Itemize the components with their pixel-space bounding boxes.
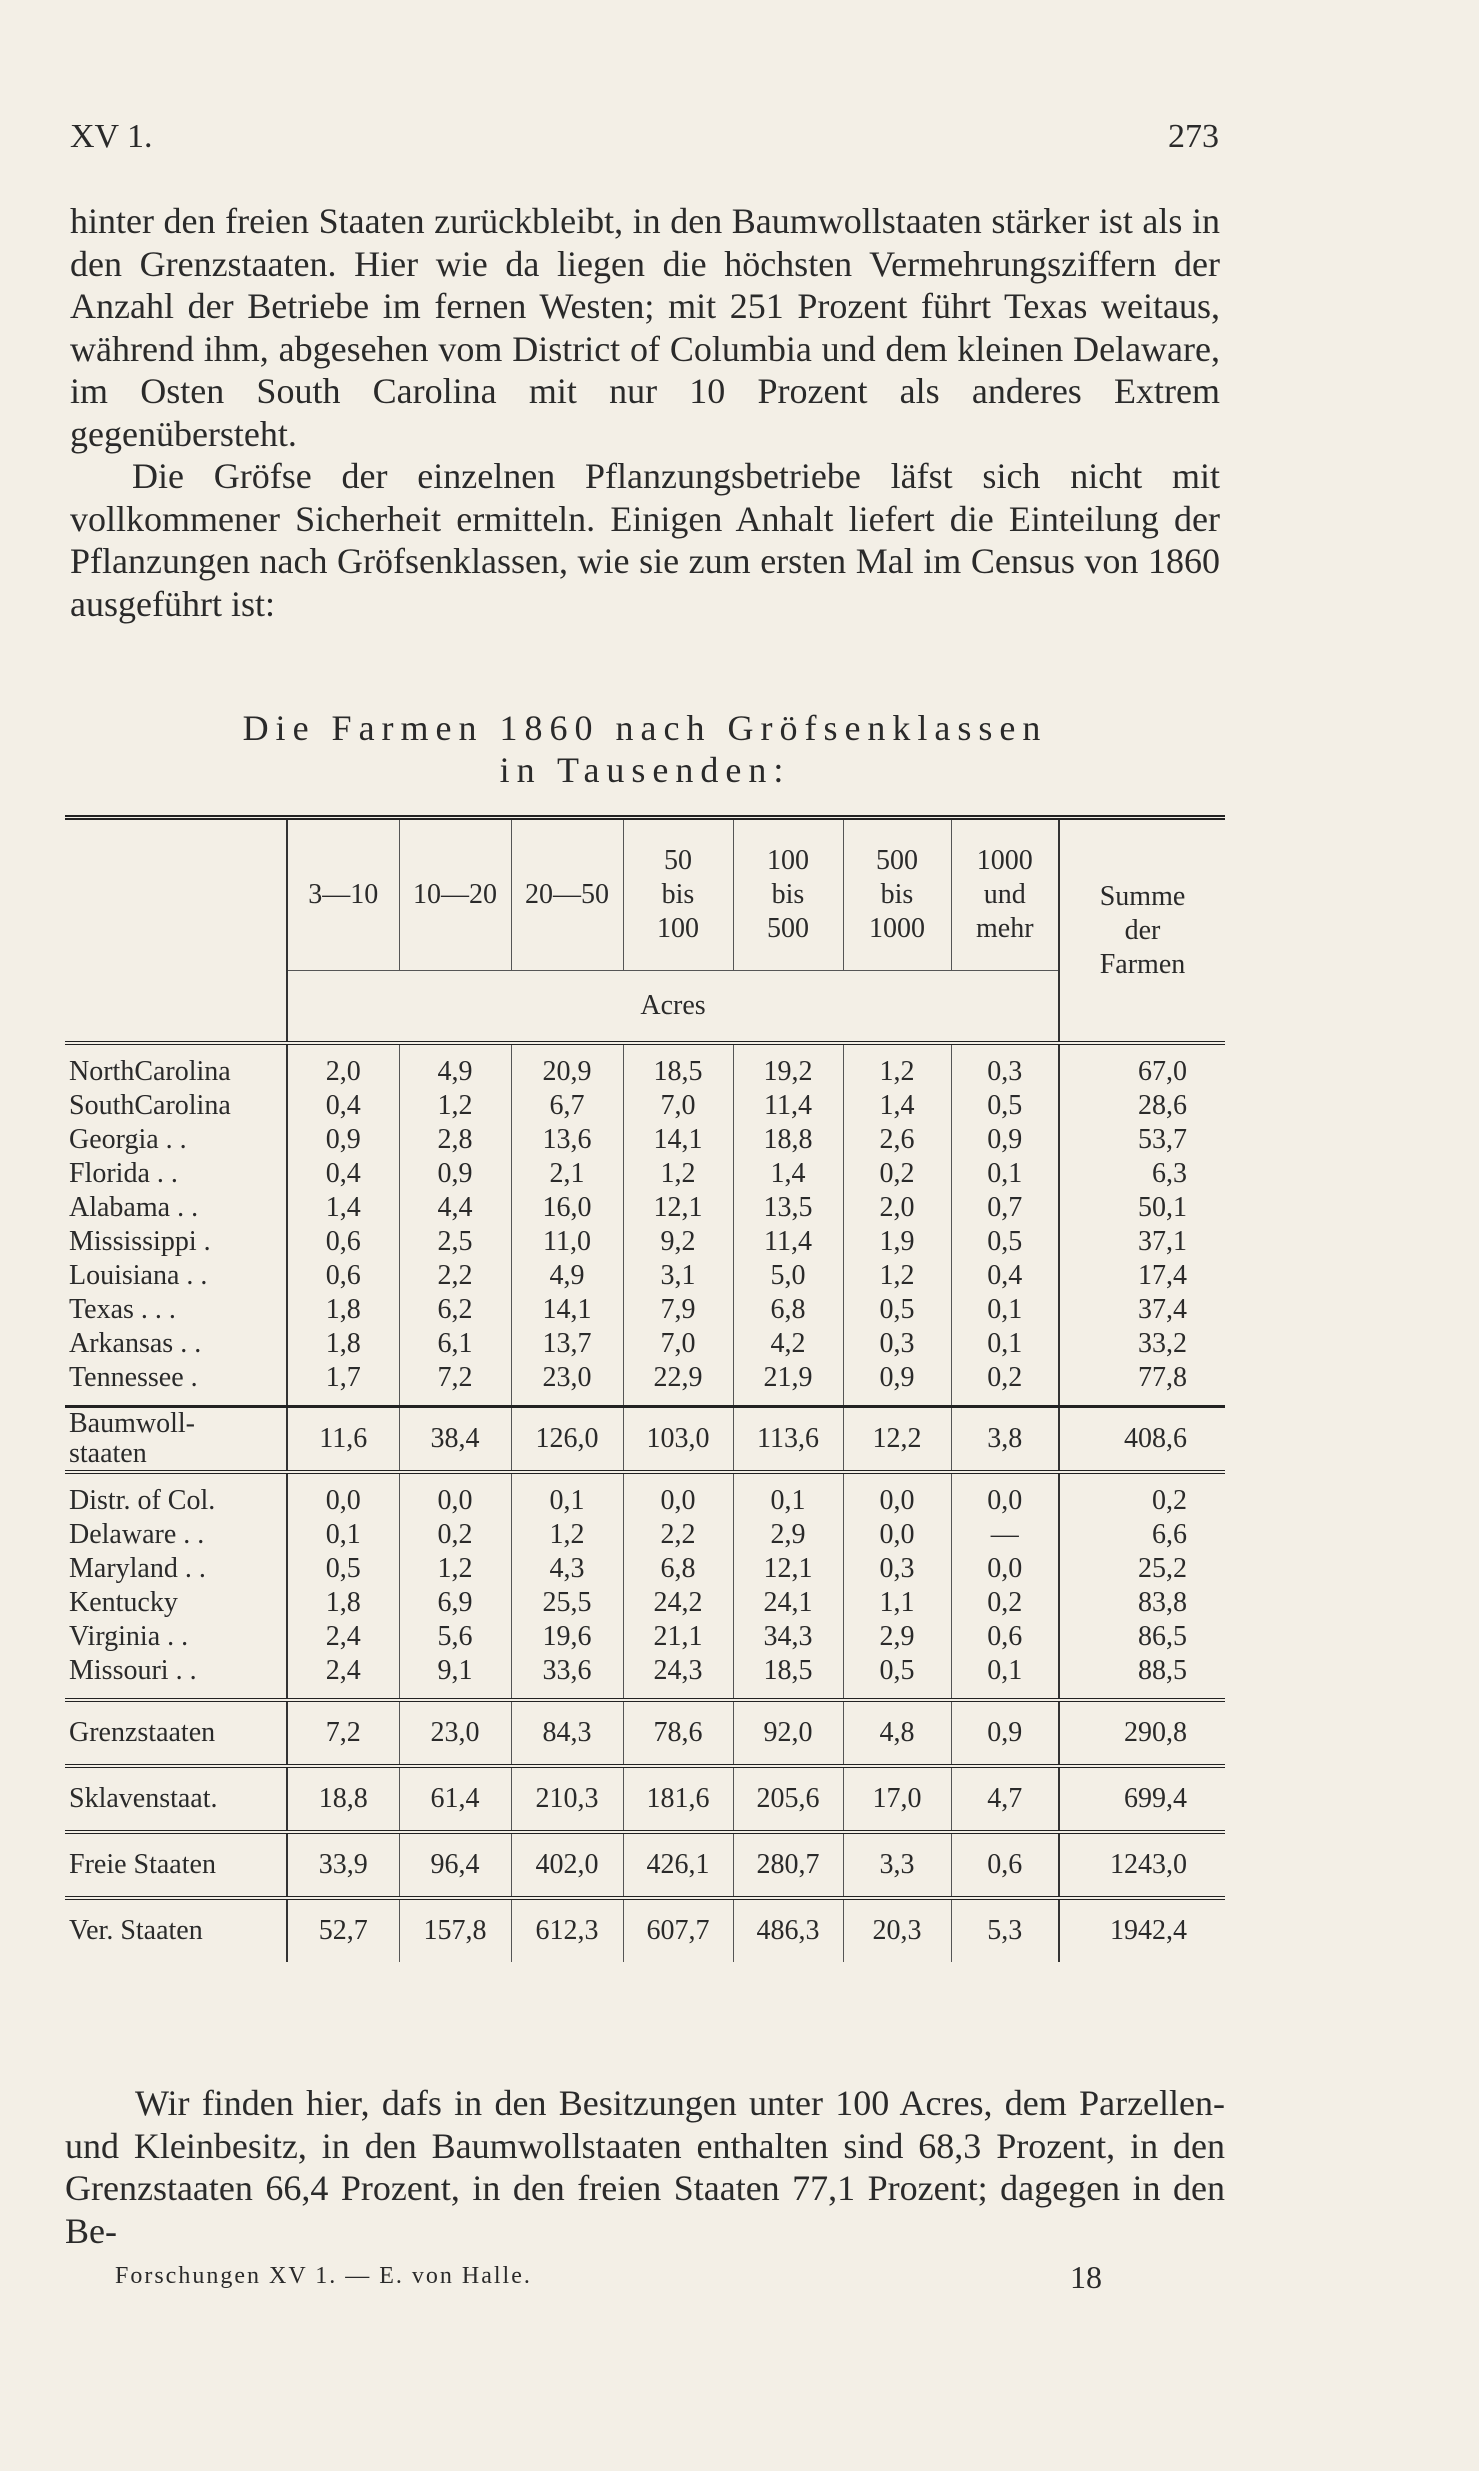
value-cell: 4,9	[399, 1055, 511, 1089]
table-row	[65, 1293, 1225, 1327]
value-cell: 4,9	[511, 1259, 623, 1293]
value-cell: 1,1	[843, 1586, 951, 1620]
value-cell: 7,0	[623, 1089, 733, 1123]
total-row	[65, 1700, 1225, 1766]
value-cell: 612,3	[511, 1898, 623, 1962]
signature-mark: 18	[1070, 2259, 1102, 2295]
value-cell: 3,1	[623, 1259, 733, 1293]
value-cell: 4,2	[733, 1327, 843, 1361]
row-label: Maryland . .	[69, 1553, 206, 1584]
header-corner	[65, 820, 287, 1043]
value-cell: 9,1	[399, 1654, 511, 1688]
summary-totals	[65, 1700, 1225, 1962]
row-label: NorthCarolina	[69, 1056, 231, 1087]
sum-cell: 53,7	[1059, 1123, 1225, 1157]
value-cell: 92,0	[733, 1700, 843, 1766]
value-cell: 5,0	[733, 1259, 843, 1293]
row-label: Ver. Staaten	[65, 1898, 287, 1962]
cotton-states-total	[65, 1407, 1225, 1473]
border-states-rows	[65, 1472, 1225, 1700]
value-cell: 1,2	[399, 1089, 511, 1123]
total-row	[65, 1898, 1225, 1962]
value-cell: 6,8	[733, 1293, 843, 1327]
value-cell: 0,1	[951, 1293, 1059, 1327]
table-title	[70, 707, 1220, 791]
row-label: Louisiana . .	[69, 1260, 208, 1291]
cotton-states-rows	[65, 1045, 1225, 1407]
sum-cell: 1243,0	[1059, 1832, 1225, 1898]
value-cell: 0,6	[287, 1225, 399, 1259]
value-cell: 0,5	[843, 1293, 951, 1327]
value-cell: 0,0	[399, 1484, 511, 1518]
value-cell: 7,0	[623, 1327, 733, 1361]
value-cell: 2,2	[623, 1518, 733, 1552]
value-cell: 1,8	[287, 1586, 399, 1620]
value-cell: 17,0	[843, 1766, 951, 1832]
col-header-3: 20—50	[511, 820, 623, 971]
table-row	[65, 1157, 1225, 1191]
value-cell: 1,4	[287, 1191, 399, 1225]
value-cell: 0,4	[951, 1259, 1059, 1293]
sum-cell: 37,4	[1059, 1293, 1225, 1327]
value-cell: 2,0	[287, 1055, 399, 1089]
value-cell: 0,9	[287, 1123, 399, 1157]
value-cell: 23,0	[511, 1361, 623, 1395]
value-cell: 280,7	[733, 1832, 843, 1898]
outro-text	[65, 2082, 1225, 2252]
value-cell: 0,0	[951, 1484, 1059, 1518]
value-cell: 20,9	[511, 1055, 623, 1089]
value-cell: 12,1	[623, 1191, 733, 1225]
value-cell: 426,1	[623, 1832, 733, 1898]
value-cell: 0,6	[951, 1620, 1059, 1654]
sum-cell: 33,2	[1059, 1327, 1225, 1361]
footer-text: Forschungen XV 1. — E. von Halle.	[115, 2263, 532, 2289]
value-cell: 6,2	[399, 1293, 511, 1327]
intro-paragraph-1: hinter den freien Staaten zurückbleibt, in den Baumwollstaaten stärker ist als in den Grenzstaaten. Hier wie da liegen die höchsten Vermehrungsziffern der Anzahl der Betriebe im fernen Westen; mit 251 Prozent führt Texas weitaus, während ihm, abgesehen vom District of Columbia und dem kleinen Delaware, im Osten South Carolina mit nur 10 Prozent als anderes Extrem gegenübersteht.	[70, 201, 1220, 454]
value-cell: 0,4	[287, 1157, 399, 1191]
value-cell: 1,4	[843, 1089, 951, 1123]
value-cell: 0,0	[287, 1484, 399, 1518]
intro-text	[70, 200, 1220, 625]
value-cell: 12,1	[733, 1552, 843, 1586]
row-label: SouthCarolina	[69, 1090, 231, 1121]
value-cell: 2,8	[399, 1123, 511, 1157]
value-cell: 20,3	[843, 1898, 951, 1962]
value-cell: 0,0	[843, 1518, 951, 1552]
value-cell: 205,6	[733, 1766, 843, 1832]
sum-cell: 408,6	[1059, 1407, 1225, 1473]
row-label: Grenzstaaten	[65, 1700, 287, 1766]
row-label: Arkansas . .	[69, 1328, 202, 1359]
row-label: Georgia . .	[69, 1124, 187, 1155]
table-row	[65, 1225, 1225, 1259]
outro-paragraph: Wir finden hier, dafs in den Besitzungen unter 100 Acres, dem Parzellen- und Kleinbesitz, in den Baumwollstaaten enthalten sind 68,3 Prozent, in den Grenzstaaten 66,4 Prozent, in den freien Staaten 77,1 Prozent; dagegen in den Be-	[65, 2083, 1225, 2251]
value-cell: 78,6	[623, 1700, 733, 1766]
table-row	[65, 1123, 1225, 1157]
value-cell: 2,1	[511, 1157, 623, 1191]
value-cell: 0,5	[287, 1552, 399, 1586]
page-number: 273	[1168, 118, 1219, 155]
row-label: Virginia . .	[69, 1621, 189, 1652]
row-label: Texas . . .	[69, 1294, 176, 1325]
value-cell: 3,8	[951, 1407, 1059, 1473]
sum-cell: 6,6	[1059, 1518, 1225, 1552]
value-cell: 0,2	[399, 1518, 511, 1552]
sum-cell: 6,3	[1059, 1157, 1225, 1191]
table-row	[65, 1327, 1225, 1361]
table-title-line-1: Die Farmen 1860 nach Gröfsenklassen	[242, 708, 1048, 748]
value-cell: 38,4	[399, 1407, 511, 1473]
value-cell: 1,8	[287, 1327, 399, 1361]
table-row	[65, 1259, 1225, 1293]
value-cell: 13,7	[511, 1327, 623, 1361]
header-section: XV 1.	[70, 118, 153, 155]
value-cell: 210,3	[511, 1766, 623, 1832]
sum-cell: 77,8	[1059, 1361, 1225, 1395]
value-cell: 14,1	[623, 1123, 733, 1157]
col-header-2: 10—20	[399, 820, 511, 971]
table-row	[65, 1089, 1225, 1123]
value-cell: 0,0	[951, 1552, 1059, 1586]
value-cell: 11,0	[511, 1225, 623, 1259]
value-cell: 1,2	[623, 1157, 733, 1191]
value-cell: 4,8	[843, 1700, 951, 1766]
sum-cell: 0,2	[1059, 1484, 1225, 1518]
sum-cell: 699,4	[1059, 1766, 1225, 1832]
value-cell: 0,3	[843, 1327, 951, 1361]
table-row	[65, 1518, 1225, 1552]
col-header-1: 3—10	[287, 820, 399, 971]
value-cell: 0,3	[951, 1055, 1059, 1089]
value-cell: 0,9	[399, 1157, 511, 1191]
value-cell: 11,6	[287, 1407, 399, 1473]
value-cell: 2,4	[287, 1620, 399, 1654]
value-cell: 18,8	[287, 1766, 399, 1832]
col-header-5: 100 bis 500	[733, 820, 843, 971]
value-cell: 1,2	[511, 1518, 623, 1552]
value-cell: 24,3	[623, 1654, 733, 1688]
table-row	[65, 1654, 1225, 1688]
value-cell: 1,9	[843, 1225, 951, 1259]
table-row	[65, 1191, 1225, 1225]
total-row	[65, 1832, 1225, 1898]
sum-cell: 290,8	[1059, 1700, 1225, 1766]
value-cell: 2,9	[733, 1518, 843, 1552]
value-cell: 9,2	[623, 1225, 733, 1259]
value-cell: 12,2	[843, 1407, 951, 1473]
sum-cell: 50,1	[1059, 1191, 1225, 1225]
value-cell: 2,0	[843, 1191, 951, 1225]
sum-cell: 28,6	[1059, 1089, 1225, 1123]
value-cell: 1,2	[843, 1055, 951, 1089]
value-cell: 402,0	[511, 1832, 623, 1898]
value-cell: 6,1	[399, 1327, 511, 1361]
value-cell: 4,7	[951, 1766, 1059, 1832]
value-cell: 6,9	[399, 1586, 511, 1620]
value-cell: 486,3	[733, 1898, 843, 1962]
value-cell: 24,2	[623, 1586, 733, 1620]
sum-cell: 83,8	[1059, 1586, 1225, 1620]
value-cell: 21,9	[733, 1361, 843, 1395]
row-label: Florida . .	[69, 1158, 178, 1189]
sum-cell: 67,0	[1059, 1055, 1225, 1089]
value-cell: 0,9	[951, 1123, 1059, 1157]
value-cell: 24,1	[733, 1586, 843, 1620]
table-row	[65, 1586, 1225, 1620]
sum-cell: 17,4	[1059, 1259, 1225, 1293]
farm-size-table	[65, 815, 1225, 1962]
row-label: Tennessee .	[69, 1362, 198, 1393]
value-cell: 1,8	[287, 1293, 399, 1327]
value-cell: 4,4	[399, 1191, 511, 1225]
value-cell: 2,9	[843, 1620, 951, 1654]
value-cell: 0,1	[951, 1327, 1059, 1361]
value-cell: 0,1	[287, 1518, 399, 1552]
table-row	[65, 1484, 1225, 1518]
value-cell: 0,5	[951, 1225, 1059, 1259]
value-cell: 2,4	[287, 1654, 399, 1688]
value-cell: 126,0	[511, 1407, 623, 1473]
footer	[115, 2259, 1115, 2295]
value-cell: 16,0	[511, 1191, 623, 1225]
value-cell: 2,5	[399, 1225, 511, 1259]
value-cell: 14,1	[511, 1293, 623, 1327]
value-cell: 18,5	[623, 1055, 733, 1089]
value-cell: 3,3	[843, 1832, 951, 1898]
table-row	[65, 1552, 1225, 1586]
value-cell: 0,2	[951, 1361, 1059, 1395]
row-label: Delaware . .	[69, 1519, 205, 1550]
value-cell: 0,9	[843, 1361, 951, 1395]
table-title-line-2: in Tausenden:	[499, 750, 791, 790]
value-cell: 0,7	[951, 1191, 1059, 1225]
sum-cell: 25,2	[1059, 1552, 1225, 1586]
value-cell: 11,4	[733, 1089, 843, 1123]
value-cell: 6,8	[623, 1552, 733, 1586]
value-cell: 25,5	[511, 1586, 623, 1620]
row-label: Alabama . .	[69, 1192, 199, 1223]
value-cell: 0,1	[733, 1484, 843, 1518]
value-cell: 84,3	[511, 1700, 623, 1766]
col-header-6: 500 bis 1000	[843, 820, 951, 971]
value-cell: 22,9	[623, 1361, 733, 1395]
value-cell: 23,0	[399, 1700, 511, 1766]
row-label: Mississippi .	[69, 1226, 211, 1257]
value-cell: 0,3	[843, 1552, 951, 1586]
row-label: Sklavenstaat.	[65, 1766, 287, 1832]
value-cell: 0,1	[951, 1157, 1059, 1191]
value-cell: 0,6	[951, 1832, 1059, 1898]
value-cell: 13,5	[733, 1191, 843, 1225]
value-cell: 13,6	[511, 1123, 623, 1157]
col-header-7: 1000 und mehr	[951, 820, 1059, 971]
value-cell: 4,3	[511, 1552, 623, 1586]
value-cell: 19,2	[733, 1055, 843, 1089]
value-cell: 5,3	[951, 1898, 1059, 1962]
value-cell: 7,2	[399, 1361, 511, 1395]
sum-cell: 1942,4	[1059, 1898, 1225, 1962]
value-cell: —	[951, 1518, 1059, 1552]
value-cell: 1,4	[733, 1157, 843, 1191]
value-cell: 61,4	[399, 1766, 511, 1832]
value-cell: 11,4	[733, 1225, 843, 1259]
table-row	[65, 1361, 1225, 1395]
value-cell: 0,9	[951, 1700, 1059, 1766]
value-cell: 113,6	[733, 1407, 843, 1473]
value-cell: 0,1	[951, 1654, 1059, 1688]
value-cell: 0,5	[951, 1089, 1059, 1123]
row-label: Kentucky	[69, 1587, 178, 1618]
value-cell: 19,6	[511, 1620, 623, 1654]
value-cell: 21,1	[623, 1620, 733, 1654]
value-cell: 0,4	[287, 1089, 399, 1123]
intro-paragraph-2: Die Gröfse der einzelnen Pflanzungsbetriebe läfst sich nicht mit vollkommener Sicherheit ermitteln. Einigen Anhalt liefert die Einteilung der Pflanzungen nach Gröfsenklassen, wie sie zum ersten Mal im Census von 1860 ausgeführt ist:	[70, 456, 1220, 624]
value-cell: 0,6	[287, 1259, 399, 1293]
value-cell: 33,6	[511, 1654, 623, 1688]
value-cell: 157,8	[399, 1898, 511, 1962]
value-cell: 18,8	[733, 1123, 843, 1157]
sum-cell: 86,5	[1059, 1620, 1225, 1654]
sum-cell: 37,1	[1059, 1225, 1225, 1259]
value-cell: 0,2	[843, 1157, 951, 1191]
table-header-row	[65, 820, 1225, 971]
total-row	[65, 1766, 1225, 1832]
value-cell: 52,7	[287, 1898, 399, 1962]
table-row	[65, 1055, 1225, 1089]
row-label: Missouri . .	[69, 1655, 197, 1686]
value-cell: 2,6	[843, 1123, 951, 1157]
value-cell: 34,3	[733, 1620, 843, 1654]
value-cell: 0,0	[843, 1484, 951, 1518]
value-cell: 7,2	[287, 1700, 399, 1766]
value-cell: 2,2	[399, 1259, 511, 1293]
value-cell: 18,5	[733, 1654, 843, 1688]
value-cell: 33,9	[287, 1832, 399, 1898]
row-label: Baumwoll- staaten	[65, 1407, 287, 1473]
value-cell: 0,1	[511, 1484, 623, 1518]
value-cell: 1,2	[843, 1259, 951, 1293]
row-label: Freie Staaten	[65, 1832, 287, 1898]
value-cell: 5,6	[399, 1620, 511, 1654]
table-row	[65, 1620, 1225, 1654]
sum-cell: 88,5	[1059, 1654, 1225, 1688]
value-cell: 1,7	[287, 1361, 399, 1395]
value-cell: 7,9	[623, 1293, 733, 1327]
value-cell: 96,4	[399, 1832, 511, 1898]
running-header	[70, 118, 1219, 168]
unit-label: Acres	[287, 971, 1059, 1044]
col-header-sum: Summe der Farmen	[1059, 820, 1225, 1043]
row-label: Distr. of Col.	[69, 1485, 216, 1516]
value-cell: 6,7	[511, 1089, 623, 1123]
value-cell: 103,0	[623, 1407, 733, 1473]
value-cell: 0,2	[951, 1586, 1059, 1620]
value-cell: 0,0	[623, 1484, 733, 1518]
col-header-4: 50 bis 100	[623, 820, 733, 971]
total-row-cotton-states	[65, 1407, 1225, 1473]
value-cell: 607,7	[623, 1898, 733, 1962]
value-cell: 1,2	[399, 1552, 511, 1586]
value-cell: 181,6	[623, 1766, 733, 1832]
value-cell: 0,5	[843, 1654, 951, 1688]
